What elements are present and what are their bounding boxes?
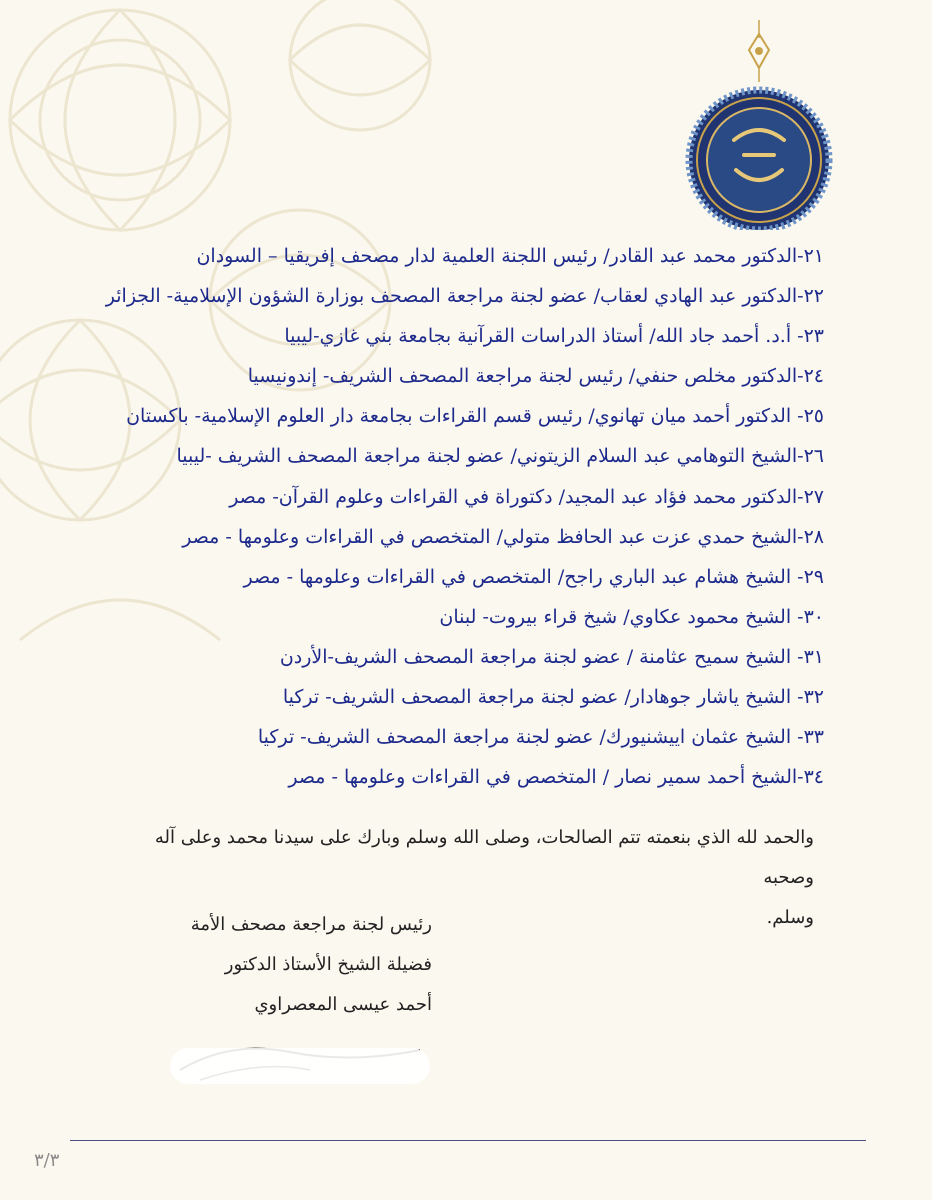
footer-divider bbox=[70, 1140, 866, 1141]
list-item: ٢١-الدكتور محمد عبد القادر/ رئيس اللجنة العلمية لدار مصحف إفريقيا – السودان bbox=[196, 245, 824, 267]
closing-line-2: وسلم. bbox=[766, 907, 814, 928]
list-item: ٣٠- الشيخ محمود عكاوي/ شيخ قراء بيروت- لبنان bbox=[439, 605, 824, 628]
committee-members-list bbox=[104, 236, 824, 797]
list-item: ٢٦-الشيخ التوهامي عبد السلام الزيتوني/ عضو لجنة مراجعة المصحف الشريف -ليبيا bbox=[176, 445, 824, 468]
list-item: ٢٧-الدكتور محمد فؤاد عبد المجيد/ دكتوراة في القراءات وعلوم القرآن- مصر bbox=[229, 485, 824, 508]
closing-line-1: والحمد لله الذي بنعمته تتم الصالحات، وصلى الله وسلم وبارك على سيدنا محمد وعلى آله وصحبه bbox=[154, 827, 814, 888]
signature-block bbox=[132, 905, 432, 1025]
signatory-honorific: فضيلة الشيخ الأستاذ الدكتور bbox=[224, 954, 432, 975]
signatory-name: أحمد عيسى المعصراوي bbox=[254, 994, 432, 1015]
list-item: ٢٨-الشيخ حمدي عزت عبد الحافظ متولي/ المتخصص في القراءات وعلومها - مصر bbox=[182, 525, 824, 548]
page-number: ٣/٣ bbox=[34, 1150, 60, 1171]
list-item: ٣٢- الشيخ ياشار جوهادار/ عضو لجنة مراجعة المصحف الشريف- تركيا bbox=[282, 686, 824, 709]
list-item: ٣١- الشيخ سميح عثامنة / عضو لجنة مراجعة المصحف الشريف-الأردن bbox=[279, 645, 824, 668]
list-item: ٢٥- الدكتور أحمد ميان تهانوي/ رئيس قسم القراءات بجامعة دار العلوم الإسلامية- باكستان bbox=[126, 405, 824, 428]
handwritten-signature bbox=[170, 1030, 430, 1090]
list-item: ٢٩- الشيخ هشام عبد الباري راجح/ المتخصص في القراءات وعلومها - مصر bbox=[243, 565, 824, 588]
list-item: ٢٢-الدكتور عبد الهادي لعقاب/ عضو لجنة مراجعة المصحف بوزارة الشؤون الإسلامية- الجزائر bbox=[105, 285, 824, 308]
list-item: ٣٣- الشيخ عثمان اييشنيورك/ عضو لجنة مراجعة المصحف الشريف- تركيا bbox=[257, 726, 824, 749]
list-item: ٣٤-الشيخ أحمد سمير نصار / المتخصص في القراءات وعلومها - مصر bbox=[288, 766, 824, 789]
signatory-title: رئيس لجنة مراجعة مصحف الأمة bbox=[190, 914, 432, 935]
medallion-emblem bbox=[664, 20, 854, 230]
list-item: ٢٤-الدكتور مخلص حنفي/ رئيس لجنة مراجعة المصحف الشريف- إندونيسيا bbox=[247, 365, 824, 388]
list-item: ٢٣- أ.د. أحمد جاد الله/ أستاذ الدراسات القرآنية بجامعة بني غازي-ليبيا bbox=[284, 325, 824, 348]
